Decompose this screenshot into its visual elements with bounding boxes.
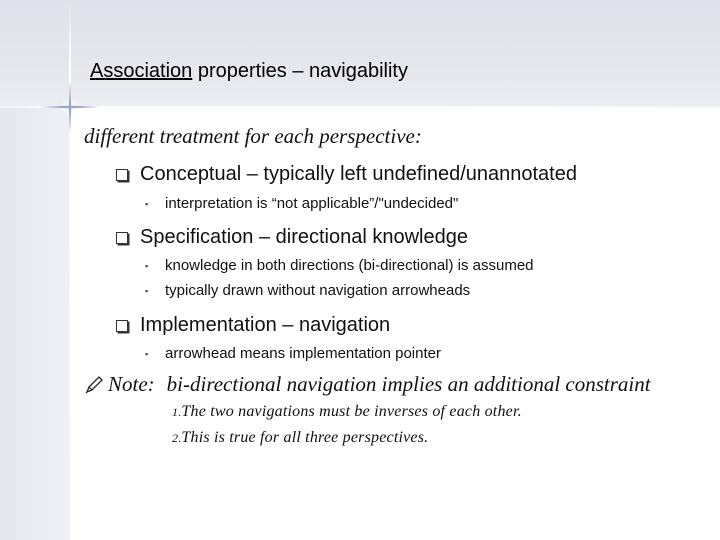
bullet-item <box>145 195 458 212</box>
perspective-specification <box>116 226 468 249</box>
bullet-text: arrowhead means implementation pointer <box>165 345 441 362</box>
pen-icon <box>84 375 104 395</box>
note-item-text: This is true for all three perspectives. <box>181 429 429 446</box>
checkbox-bullet-icon <box>116 169 128 181</box>
dot-bullet-icon: ▪ <box>145 348 149 359</box>
perspective-heading: Specification – directional knowledge <box>140 226 468 248</box>
checkbox-bullet-icon <box>116 232 128 244</box>
perspective-conceptual <box>116 163 577 186</box>
dot-bullet-icon: ▪ <box>145 198 149 209</box>
title-rest: properties – navigability <box>192 60 408 82</box>
intro-text: different treatment for each perspective: <box>84 124 422 148</box>
bullet-item <box>145 257 534 274</box>
dot-bullet-icon: ▪ <box>145 260 149 271</box>
perspective-heading: Implementation – navigation <box>140 314 391 336</box>
title-underlined: Association <box>90 60 193 82</box>
bullet-text: interpretation is “not applicable”/"undecided" <box>165 195 459 212</box>
horizontal-rule <box>0 106 720 108</box>
note-item-number: 1. <box>172 405 182 419</box>
bullet-item <box>145 282 470 299</box>
checkbox-bullet-icon <box>116 320 128 332</box>
header-band <box>0 0 720 108</box>
note <box>84 372 651 397</box>
note-item-number: 2. <box>172 431 182 445</box>
bullet-text: knowledge in both directions (bi-directional) is assumed <box>165 257 534 274</box>
note-text: bi-directional navigation implies an additional constraint <box>166 372 651 396</box>
note-label: Note: <box>108 372 155 396</box>
note-item <box>172 403 522 421</box>
dot-bullet-icon: ▪ <box>145 285 149 296</box>
note-item <box>172 429 428 447</box>
perspective-implementation <box>116 314 390 337</box>
left-band <box>0 108 70 540</box>
note-item-text: The two navigations must be inverses of each other. <box>181 403 522 420</box>
bullet-text: typically drawn without navigation arrowheads <box>165 282 471 299</box>
bullet-item <box>145 345 441 362</box>
perspective-heading: Conceptual – typically left undefined/unannotated <box>140 163 577 185</box>
slide-title <box>90 60 408 83</box>
